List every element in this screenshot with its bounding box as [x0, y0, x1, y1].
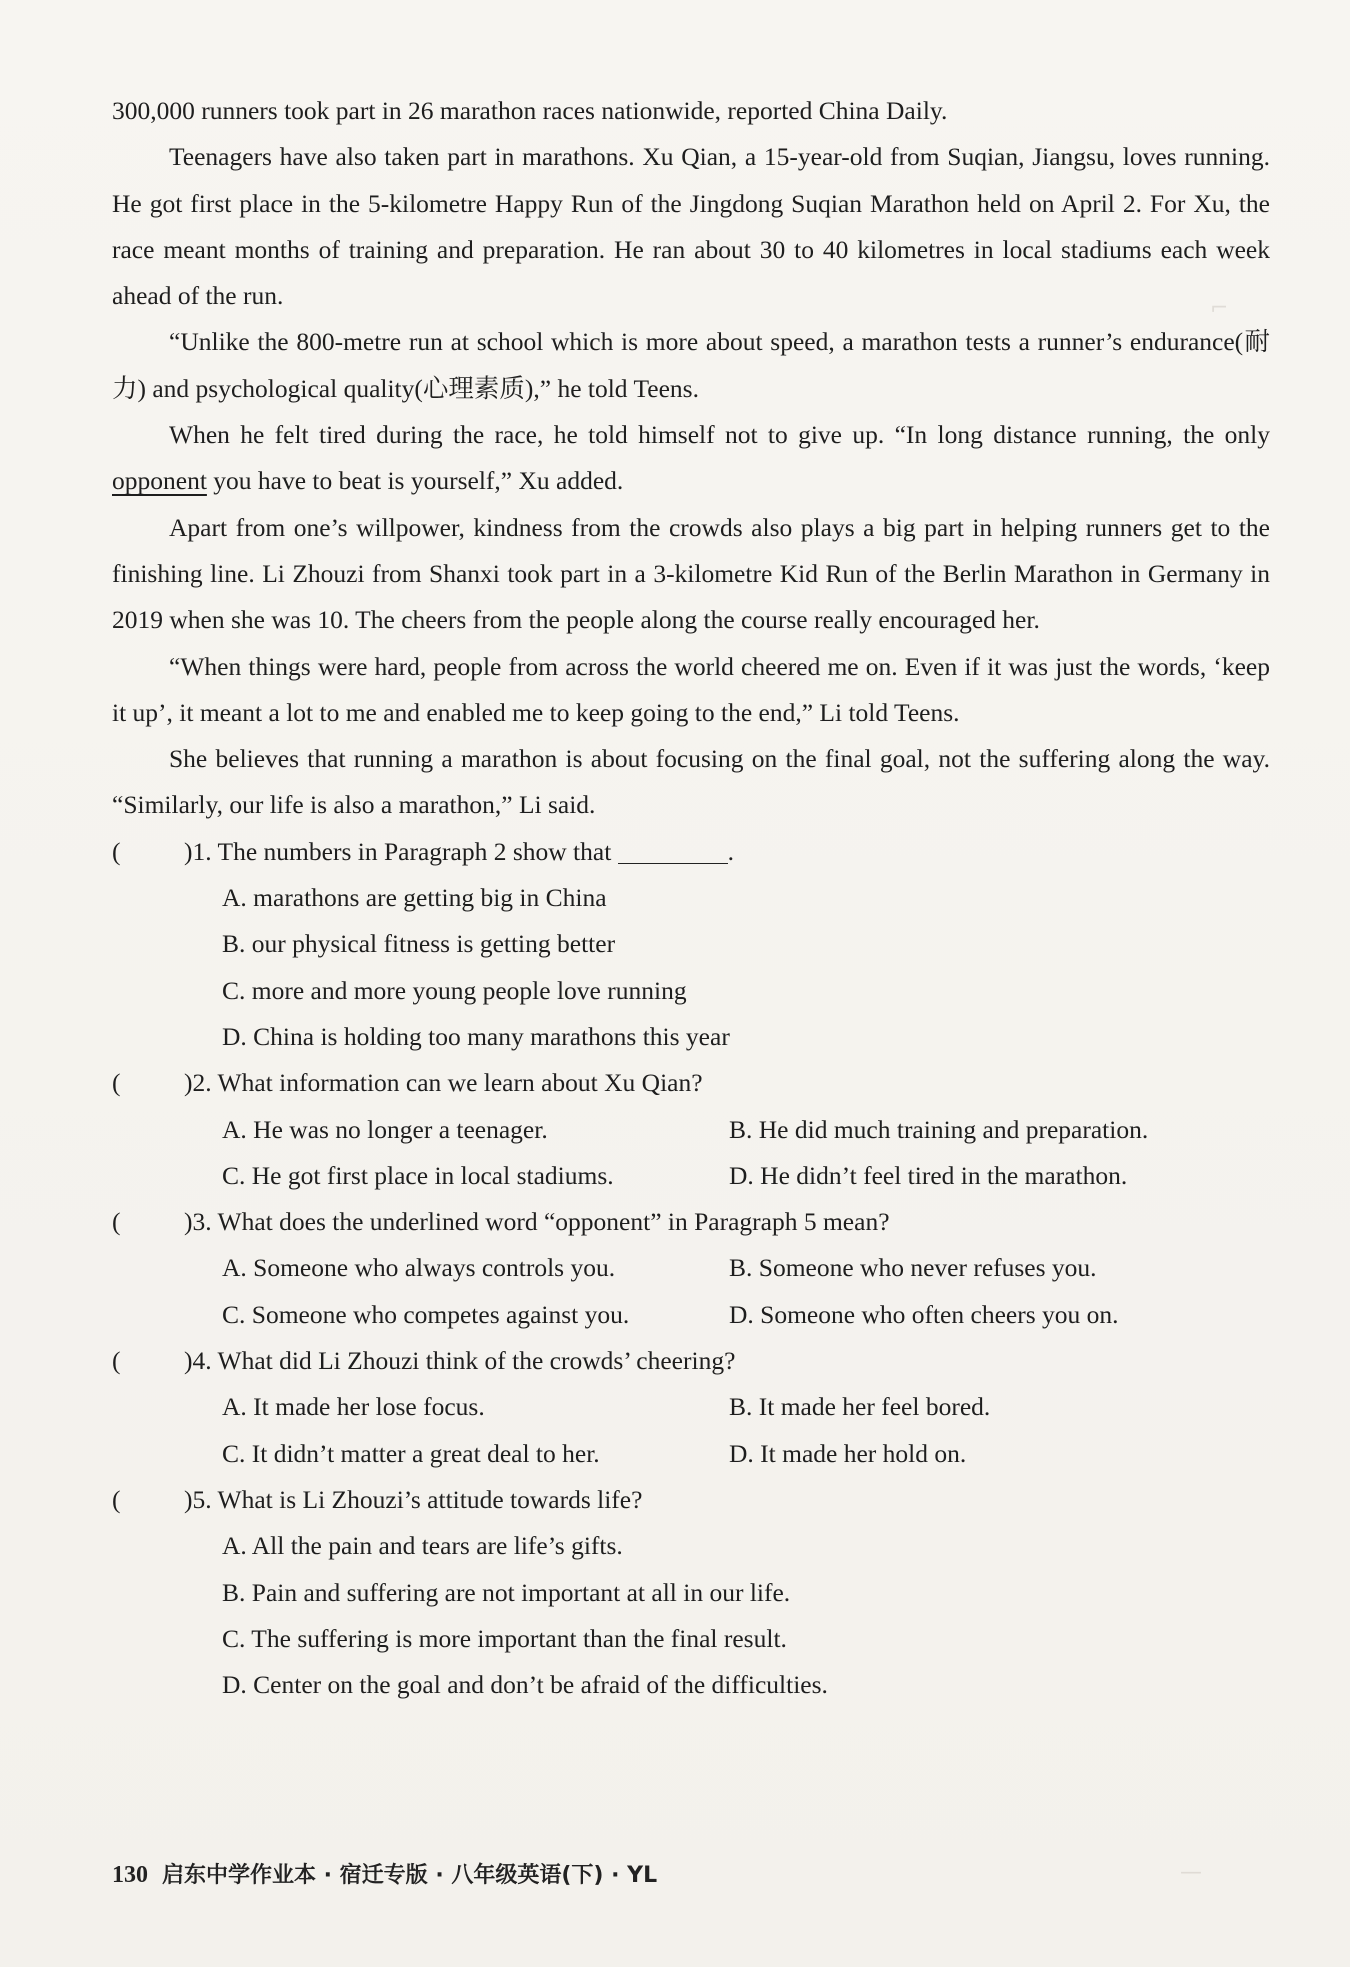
answer-blank	[618, 833, 728, 864]
underlined-word-opponent: opponent	[112, 466, 207, 496]
question-1	[112, 829, 1270, 1060]
answer-bracket[interactable]: (	[112, 1068, 121, 1098]
reading-passage	[112, 88, 1270, 1708]
paragraph-7: She believes that running a marathon is about focusing on the final goal, not the suffering along the way. “Similarly, our life is also a marathon,” Li said.	[112, 744, 1270, 820]
book-title: 启东中学作业本 · 宿迁专版 · 八年级英语(下) · YL	[162, 1863, 658, 1888]
question-3	[112, 1199, 1270, 1338]
option-d[interactable]: D. It made her hold on.	[729, 1438, 967, 1468]
paragraph-5: Apart from one’s willpower, kindness from the crowds also plays a big part in helping runners get to the finishing line. Li Zhouzi from Shanxi took part in a 3-kilometre Kid Run of the Berlin Marathon in Germany in 2019 when she was 10. The cheers from the people along the course really encouraged her.	[112, 512, 1270, 635]
option-d[interactable]: D. China is holding too many marathons this year	[222, 1021, 730, 1051]
option-b[interactable]: B. Pain and suffering are not important at all in our life.	[222, 1577, 791, 1607]
page-number: 130	[112, 1862, 148, 1888]
question-close-bracket: )	[184, 1346, 193, 1376]
question-close-bracket: )	[184, 836, 193, 866]
answer-bracket[interactable]: (	[112, 836, 121, 866]
option-a[interactable]: A. It made her lose focus.	[222, 1392, 485, 1422]
option-c[interactable]: C. He got first place in local stadiums.	[222, 1160, 614, 1190]
question-stem: )2. What information can we learn about Xu Qian?	[184, 1068, 703, 1098]
option-d[interactable]: D. He didn’t feel tired in the marathon.	[729, 1160, 1128, 1190]
answer-bracket[interactable]: (	[112, 1346, 121, 1376]
paragraph-1: 300,000 runners took part in 26 marathon races nationwide, reported China Daily.	[112, 96, 948, 125]
option-a[interactable]: A. marathons are getting big in China	[222, 883, 607, 913]
option-c[interactable]: C. more and more young people love running	[222, 975, 687, 1005]
option-a[interactable]: A. Someone who always controls you.	[222, 1253, 616, 1283]
bleed-through-mark: ⌐	[1210, 296, 1229, 321]
question-5	[112, 1477, 1270, 1708]
option-a[interactable]: A. He was no longer a teenager.	[222, 1114, 548, 1144]
option-b[interactable]: B. It made her feel bored.	[729, 1392, 991, 1422]
option-b[interactable]: B. our physical fitness is getting better	[222, 929, 616, 959]
question-close-bracket: )	[184, 1484, 193, 1514]
question-stem: )1. The numbers in Paragraph 2 show that .	[184, 829, 734, 875]
option-a[interactable]: A. All the pain and tears are life’s gifts.	[222, 1531, 623, 1561]
question-4	[112, 1338, 1270, 1477]
option-d[interactable]: D. Center on the goal and don’t be afraid of the difficulties.	[222, 1670, 828, 1700]
answer-bracket[interactable]: (	[112, 1207, 121, 1237]
page-footer	[112, 1858, 657, 1889]
question-stem: )5. What is Li Zhouzi’s attitude towards life?	[184, 1484, 643, 1514]
option-b[interactable]: B. He did much training and preparation.	[729, 1114, 1149, 1144]
paragraph-4-text-b: you have to beat is yourself,” Xu added.	[206, 466, 624, 496]
paragraph-4	[112, 412, 1270, 505]
question-close-bracket: )	[184, 1207, 193, 1237]
option-d[interactable]: D. Someone who often cheers you on.	[729, 1299, 1119, 1329]
question-2	[112, 1060, 1270, 1199]
option-c[interactable]: C. Someone who competes against you.	[222, 1299, 630, 1329]
answer-bracket[interactable]: (	[112, 1484, 121, 1514]
question-stem: )3. What does the underlined word “opponent” in Paragraph 5 mean?	[184, 1207, 890, 1237]
bleed-through-mark: —	[1180, 1860, 1202, 1885]
question-stem: )4. What did Li Zhouzi think of the crowds’ cheering?	[184, 1346, 736, 1376]
paragraph-6: “When things were hard, people from across the world cheered me on. Even if it was just the words, ‘keep it up’, it meant a lot to me and enabled me to keep going to the end,” Li told Teens.	[112, 651, 1270, 727]
option-c[interactable]: C. The suffering is more important than the final result.	[222, 1623, 787, 1653]
paragraph-3: “Unlike the 800-metre run at school which is more about speed, a marathon tests a runner’s endurance(耐力) and psychological quality(心理素质),” he told Teens.	[112, 327, 1270, 403]
question-close-bracket: )	[184, 1068, 193, 1098]
paragraph-4-text-a: When he felt tired during the race, he told himself not to give up. “In long distance running, the only	[169, 420, 1270, 450]
option-c[interactable]: C. It didn’t matter a great deal to her.	[222, 1438, 600, 1468]
option-b[interactable]: B. Someone who never refuses you.	[729, 1253, 1097, 1283]
paragraph-2: Teenagers have also taken part in marathons. Xu Qian, a 15-year-old from Suqian, Jiangsu, loves running. He got first place in the 5-kilometre Happy Run of the Jingdong Suqian Marathon held on April 2. For Xu, the race meant months of training and preparation. He ran about 30 to 40 kilometres in local stadiums each week ahead of the run.	[112, 142, 1270, 311]
